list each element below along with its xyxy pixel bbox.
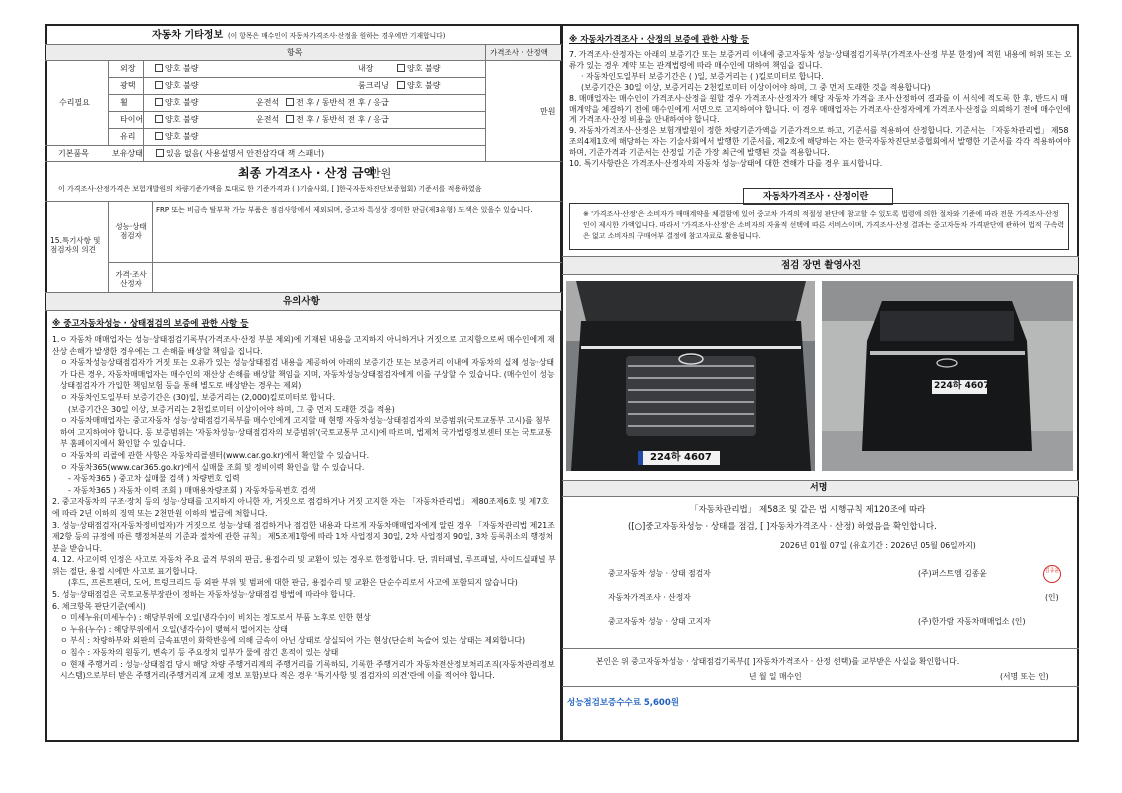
checkbox[interactable] — [156, 149, 164, 157]
sign-role: 중고자동차 성능 · 상태 점검자 — [608, 569, 711, 578]
checkbox[interactable] — [286, 115, 294, 123]
checkbox[interactable] — [155, 64, 163, 72]
notice-item: - 자동차365 ) 자동차 이력 조회 ) 매매용차량조회 ) 자동차등록번호 검색 — [68, 485, 316, 495]
notice-item: ㅇ 부식 : 차량하부와 외판의 금속표면이 화학반응에 의해 금속이 아닌 상태로 상실되어 가는 현상(단순히 녹슬어 있는 상태는 제외합니다) — [60, 636, 526, 646]
notice-item: 1.ㅇ 자동차 매매업자는 성능·상태점검기록부(가격조사·산정 부분 제외)에 기재된 내용을 고지하지 아니하거나 거짓으로 고지함으로써 매수인에게 재산상 손해가 발생한 경우에는 그 손해를 배상할 책임을 집니다. — [52, 335, 555, 356]
checkbox[interactable] — [155, 115, 163, 123]
other-info-note: (이 항목은 매수인이 자동차가격조사·산정을 원하는 경우에만 기재합니다) — [228, 32, 446, 40]
receipt-date: 년 월 일 매수인 — [749, 672, 802, 681]
repair-row-options: 양호 불량 — [155, 98, 198, 108]
sign-role: 중고자동차 성능 · 상태 고지자 — [608, 617, 711, 626]
price-guarantee-title: ※ 자동차가격조사 · 산정의 보증에 관한 사항 등 — [569, 35, 750, 45]
checkbox[interactable] — [155, 132, 163, 140]
notice-item: 6. 체크항목 판단기준(예시) — [52, 601, 146, 611]
other-info-title: 자동차 기타정보 — [152, 30, 224, 41]
repair-row-options2: 전 후 / 동반석 전 후 / 응급 — [286, 115, 389, 125]
checkbox[interactable] — [286, 98, 294, 106]
inspector-text: FRP 또는 비금속 탈부착 가능 부품은 점검사항에서 제외되며, 중고차 특성상 경미한 판금(제3유형) 도색은 있을수 있습니다. — [156, 206, 533, 214]
sign-law: 「자동차관리법」 제58조 및 같은 법 시행규칙 제120조에 따라 — [690, 505, 926, 515]
price-guarantee-item: 9. 자동차가격조사·산정은 보험개발원이 정한 차량기준가액을 기준가격으로 하고, 기준서를 적용하여 산정합니다. 기준서는 「자동차관리법」 제58조의4제1호에 해당하는 자는 기술사회에서 발행한 기준서를, 제2호에 해당하는 자는 한국자동차진단보증협회에서 발행한 기준서를 각각 적용하여야 하며, 기준가격과 기준서는 산정일 기준 가장 최근에 발행된 것을 적용합니다. — [569, 126, 1071, 158]
front-photo — [566, 281, 815, 471]
repair-row-options: 양호 불량 — [155, 81, 198, 91]
notice-item: 3. 성능·상태점검자(자동차정비업자)가 거짓으로 성능·상태 점검하거나 점검한 내용과 다르게 자동차매매업자에게 알린 경우 「자동차관리법 제21조제2항 등의 규정에 따른 행정처분의 기준과 절차에 관한 규칙」 제5조제1항에 따라 1차 사업정지 30일, 2차 사업정지 90일, 3차 등록취소의 행정처분을 받습니다. — [52, 520, 555, 553]
about-title: 자동차가격조사 · 산정이란 — [763, 192, 869, 202]
repair-row-label2: 룸크리닝 — [358, 81, 389, 90]
notice-item: (보증기간은 30일 이상, 보증거리는 2천킬로미터 이상이어야 하며, 그 중 먼저 도래한 것을 적용) — [68, 404, 395, 414]
repair-row-label2: 운전석 — [256, 115, 280, 124]
sign-name: (인) — [1045, 593, 1059, 602]
notice-item: ㅇ 침수 : 자동차의 원동기, 변속기 등 주요장치 일부가 물에 잠긴 흔적이 있는 상태 — [60, 648, 339, 658]
repair-row-options: 양호 불량 — [155, 115, 198, 125]
price-guarantee-item: 10. 특기사항란은 가격조사·산정자의 자동차 성능·상태에 대한 견해가 다를 경우 표시합니다. — [569, 159, 883, 169]
notice-item: (후드, 프론트펜더, 도어, 트렁크리드 등 외판 부위 및 범퍼에 대한 판금, 용접수리 및 교환은 단순수리로서 사고에 포함되지 않습니다) — [68, 578, 518, 588]
notice-item: - 자동차365 ) 중고차 실매물 검색 ) 차량번호 입력 — [68, 474, 240, 484]
final-price-note: 이 가격조사·산정가격은 보험개발원의 차량기준가액을 토대로 한 기준가격과 ( )기술사회, [ ]한국자동차진단보증협회) 기준서를 적용하였음 — [58, 185, 482, 193]
repair-row-label2: 운전석 — [256, 98, 280, 107]
notice-item: ㅇ 현재 주행거리 : 성능·상태점검 당시 해당 차량 주행거리계의 주행거리를 기록하되, 기록한 주행거리가 자동차전산정보처리조직(자동차관리정보시스템)으로부터 받은 주행거리(주행거리계 교체 정보 포함)보다 적은 경우 '특기사항 및 점검자의 의견'란에 이를 적어야 합니다. — [60, 659, 555, 681]
notice-item: ㅇ 자동차의 리콜에 관한 사항은 자동차리콜센터(www.car.go.kr)에서 확인할 수 있습니다. — [60, 450, 370, 460]
checkbox[interactable] — [397, 64, 405, 72]
notice-item: ㅇ 자동차성능상태점검자가 거짓 또는 오류가 있는 성능상태점검 내용을 제공하여 아래의 보증기간 또는 보증거리 이내에 자동차의 실제 성능·상태가 다른 경우, 자동차매매업자는 매수인의 재산상 손해를 배상할 책임을 지며, 자동차성능상태점검자에게 이를 구상할 수 있습니다. (매수인이 성능상태점검자가 가입한 책임보험 등을 통해 별도로 배상받는 경우는 제외) — [60, 358, 555, 391]
checkbox[interactable] — [155, 98, 163, 106]
fee-text: 성능점검보증수수료 5,600원 — [567, 698, 679, 708]
notice-list — [52, 334, 556, 682]
sign-date: 2026년 01월 07일 (유효기간 : 2026년 05월 06일까지) — [780, 541, 976, 550]
sign-name: (주)한가람 자동차매매업소 (인) — [918, 617, 1026, 626]
seal-stamp: 김종윤 — [1043, 565, 1061, 583]
price-guarantee-item: (보증기간은 30일 이상, 보증거리는 2천킬로미터 이상이어야 하며, 그 중 먼저 도래한 것을 적용합니다) — [581, 82, 931, 92]
guarantee-title: ※ 중고자동차성능 · 상태점검의 보증에 관한 사항 등 — [52, 319, 249, 329]
price-guarantee-list — [569, 50, 1073, 170]
repair-row-options2: 양호 불량 — [397, 64, 440, 74]
repair-row-options: 양호 불량 — [155, 132, 198, 142]
repair-row-label: 광택 — [120, 81, 136, 90]
possession-label: 보유상태 — [112, 149, 143, 158]
possession-options: 있음 없음( 사용설명서 안전삼각대 잭 스패너) — [156, 149, 324, 159]
repair-needed: 수리필요 — [59, 98, 90, 107]
inspector-label: 성능·상태 점검자 — [115, 222, 147, 240]
notice-item: ㅇ 미세누유(미세누수) : 해당부위에 오일(냉각수)이 비치는 정도로서 부품 노후로 인한 현상 — [60, 613, 371, 623]
repair-row-label: 유리 — [120, 132, 136, 141]
price-guarantee-item: 8. 매매업자는 매수인이 가격조사·산정을 원할 경우 가격조사·산정자가 해당 자동차 가격을 조사·산정하여 결과를 이 서식에 적도록 한 후, 반드시 매매계약을 체결하기 전에 매수인에게 서면으로 고지하여야 합니다. 이 경우 매매업자는 가격조사·산정자에게 가격조사·산정을 의뢰하기 전에 매수인에게 가격조사·산정 비용을 안내하여야 합니다. — [569, 93, 1071, 125]
price-guarantee-item: · 자동차인도일부터 보증기간은 ( )일, 보증거리는 ( )킬로미터로 합니다. — [581, 71, 824, 81]
appraiser-label: 가격·조사 산정자 — [115, 270, 147, 288]
about-text: ※ '가격조사·산정'은 소비자가 매매계약을 체결함에 있어 중고차 가격의 적절성 판단에 참고할 수 있도록 법령에 의한 절차와 기준에 따라 전문 가격조사·산정인이 제시한 가액입니다. 따라서 '가격조사·산정'은 소비자의 자율적 선택에 따른 서비스이며, 가격조사·산정 결과는 중고자동차 가격판단에 관하여 법적 구속력은 없고 소비자의 구매여부 결정에 참고자료로 활용됩니다. — [583, 210, 1065, 240]
photo-title: 점검 장면 촬영사진 — [781, 260, 862, 271]
notice-item: 2. 중고자동차의 구조·장치 등의 성능·상태를 고지하지 아니한 자, 거짓으로 점검하거나 거짓 고지한 자는 「자동차관리법」 제80조제6호 및 제7호에 따라 2년 이하의 징역 또는 2천만원 이하의 벌금에 처합니다. — [52, 497, 549, 518]
notice-item: 4. 12. 사고이력 인정은 사고로 자동차 주요 골격 부위의 판금, 용접수리 및 교환이 있는 경우로 한정합니다. 단, 쿼터패널, 루프패널, 사이드실패널 부위는 절단, 용접 시에만 사고로 표기합니다. — [52, 555, 556, 576]
repair-row-label: 타이어 — [120, 115, 144, 124]
rear-plate: 224하 4607 — [934, 381, 990, 391]
price-guarantee-item: 7. 가격조사·산정자는 아래의 보증기간 또는 보증거리 이내에 중고자동차 성능·상태점검기록부(가격조사·산정 부분 한정)에 적힌 내용에 허위 또는 오류가 있는 경우 계약 또는 관계법령에 따라 매수인에 대하여 책임을 집니다. — [569, 50, 1072, 70]
checkbox[interactable] — [155, 81, 163, 89]
repair-row-label: 외장 — [120, 64, 136, 73]
notice-item: ㅇ 자동차인도일부터 보증기간은 (30)일, 보증거리는 (2,000)킬로미터로 합니다. — [60, 392, 336, 402]
repair-row-label: 휠 — [120, 98, 128, 107]
receipt-sign: (서명 또는 인) — [1000, 672, 1049, 681]
repair-row-label2: 내장 — [358, 64, 374, 73]
col-item: 항목 — [287, 48, 303, 57]
sign-name: (주)퍼스트엠 김종윤 — [918, 569, 987, 578]
price-unit: 만원 — [540, 107, 556, 116]
notice-item: ㅇ 자동차매매업자는 중고자동차 성능·상태점검기록부를 매수인에게 고지할 때 현행 자동차성능·상태점검자의 보증범위(국토교통부 고시)를 첨부하여 고지하여야 합니다. 동 보증범위는 '자동차성능·상태점검자의 보증범위'(국토교통부 고시)에 따르며, 법제처 국가법령정보센터 또는 국토교통부 홈페이지에서 확인할 수 있습니다. — [60, 416, 552, 449]
col-price: 가격조사 · 산정액 — [490, 48, 548, 57]
sign-title: 서명 — [810, 483, 828, 493]
final-price-title: 최종 가격조사 · 산정 금액 — [238, 166, 376, 180]
notice-item: ㅇ 누유(누수) : 해당부위에서 오일(냉각수)이 맺혀서 떨어지는 상태 — [60, 624, 288, 634]
basic-items: 기본품목 — [58, 149, 89, 158]
final-price-unit: 만원 — [370, 167, 392, 180]
opinion-label: 15.특기사항 및 점검자의 의견 — [50, 236, 101, 254]
receipt-text: 본인은 위 중고자동차성능 · 상태점검기록부([ ]자동차가격조사 · 산정 선택)를 교부받은 사실을 확인합니다. — [596, 657, 960, 666]
rear-photo — [822, 281, 1073, 471]
notice-item: 5. 성능·상태점검은 국토교통부장관이 정하는 자동차성능·상태점검 방법에 따라야 합니다. — [52, 590, 356, 600]
notice-title: 유의사항 — [283, 296, 320, 307]
front-plate: 224하 4607 — [650, 452, 712, 463]
checkbox[interactable] — [397, 81, 405, 89]
repair-row-options2: 양호 불량 — [397, 81, 440, 91]
sign-check: ([○]중고자동차성능 · 상태를 점검, [ ]자동차가격조사 · 산정) 하였음을 확인합니다. — [628, 522, 937, 532]
sign-role: 자동차가격조사 · 산정자 — [608, 593, 691, 602]
repair-row-options: 양호 불량 — [155, 64, 198, 74]
repair-row-options2: 전 후 / 동반석 전 후 / 응급 — [286, 98, 389, 108]
notice-item: ㅇ 자동차365(www.car365.go.kr)에서 실매물 조회 및 정비이력 확인을 할 수 있습니다. — [60, 462, 365, 472]
